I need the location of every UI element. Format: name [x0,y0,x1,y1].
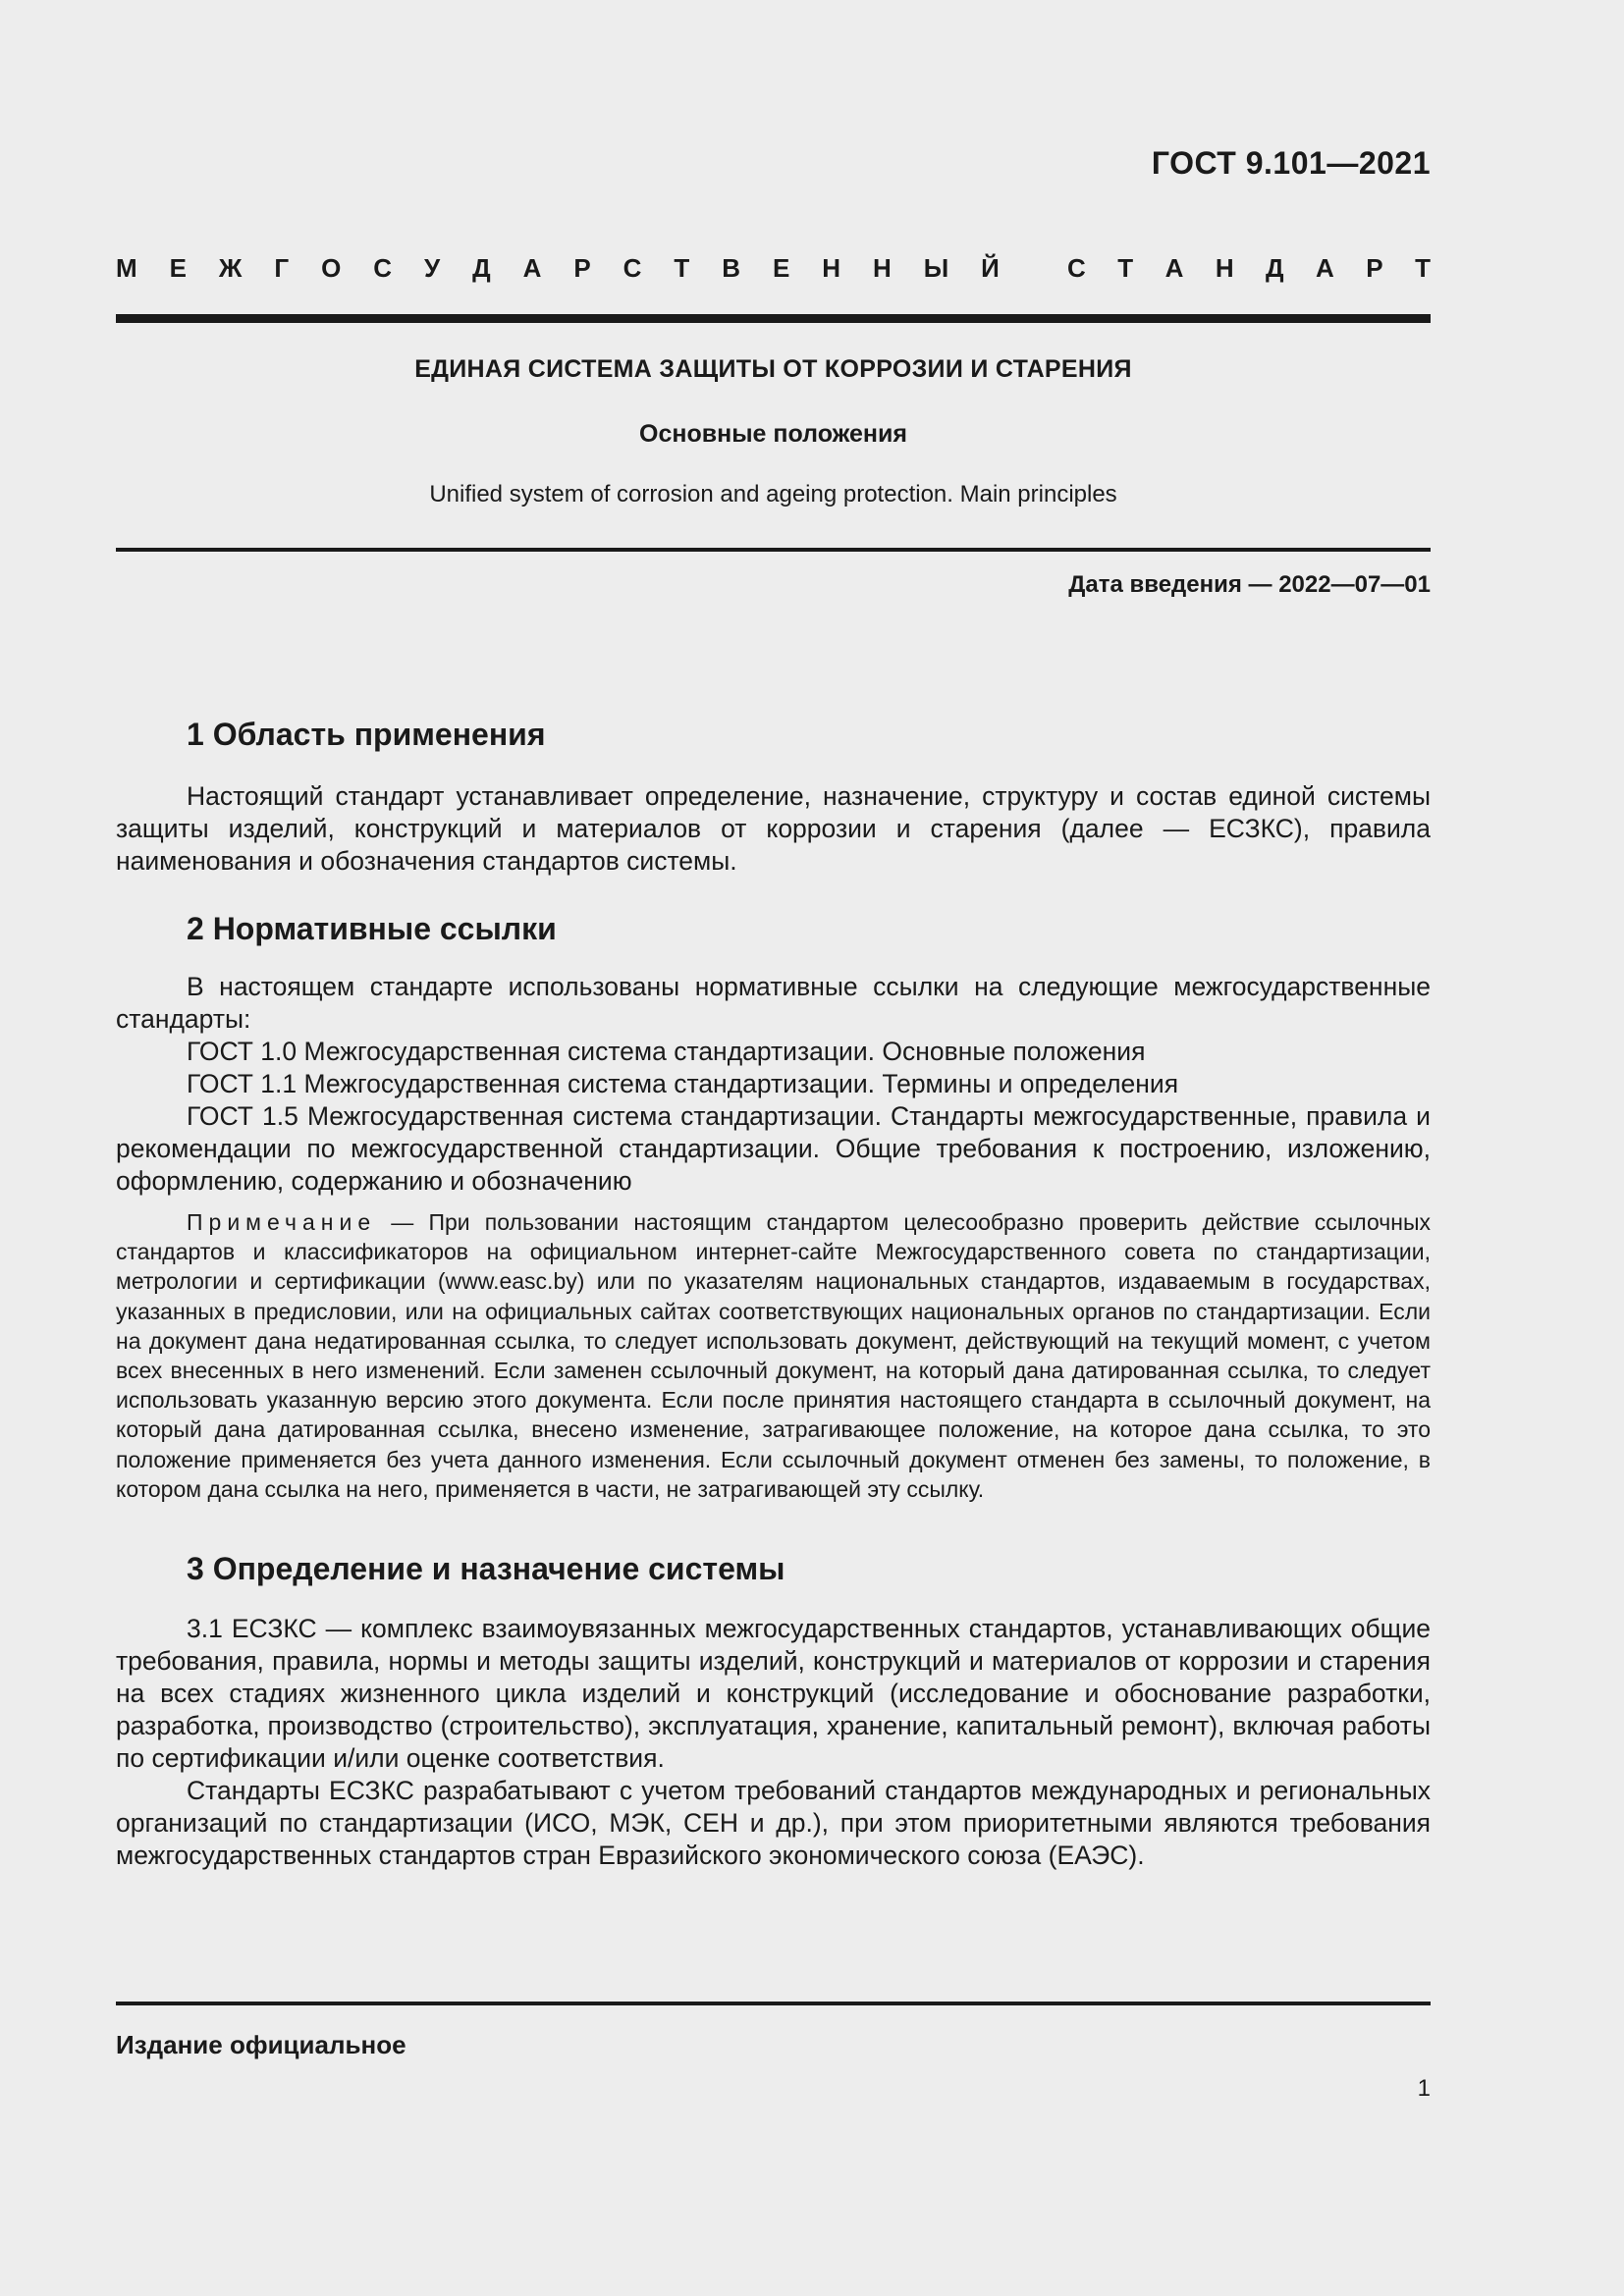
section-3-paragraph-1: 3.1 ЕСЗКС — комплекс взаимоувязанных межгосударственных стандартов, устанавливающих общие требования, правила, нормы и методы защиты изделий, конструкций и материалов от коррозии и старения на всех стадиях жизненного цикла изделий и конструкций (исследование и обоснование разработки, разработка, производство (строительство), эксплуатация, хранение, капитальный ремонт), включая работы по сертификации и/или оценке соответствия. [116,1614,1431,1774]
section-3-paragraph-2: Стандарты ЕСЗКС разрабатывают с учетом требований стандартов международных и региональных организаций по стандартизации (ИСО, МЭК, СЕН и др.), при этом приоритетными являются требования межгосударственных стандартов стран Евразийского экономического союза (ЕАЭС). [116,1776,1431,1871]
section-3-heading: 3 Определение и назначение системы [187,1551,785,1587]
note-text: — При пользовании настоящим стандартом целесообразно проверить действие ссылочных стандартов и классификаторов на официальном интернет-сайте Межгосударственного совета по стандартизации, метрологии и сертификации (www.easc.by) или по указателям национальных стандартов, издаваемым в государствах, указанных в предисловии, или на официальных сайтах соответствующих национальных органов по стандартизации. Если на документ дана недатированная ссылка, то следует использовать документ, действующий на текущий момент, с учетом всех внесенных в него изменений. Если заменен ссылочный документ, на который дана датированная ссылка, то следует использовать указанную версию этого документа. Если после принятия настоящего стандарта в ссылочный документ, на который дана датированная ссылка, внесено изменение, затрагивающее положение, на которое дана ссылка, то это положение применяется без учета данного изменения. Если ссылочный документ отменен без замены, то положение, в котором дана ссылка на него, применяется в части, не затрагивающей эту ссылку. [116,1209,1431,1502]
section-1-paragraph: Настоящий стандарт устанавливает определение, назначение, структуру и состав единой системы защиты изделий, конструкций и материалов от коррозии и старения (далее — ЕСЗКС), правила наименования и обозначения стандартов системы. [116,781,1431,876]
document-title: ЕДИНАЯ СИСТЕМА ЗАЩИТЫ ОТ КОРРОЗИИ И СТАРЕНИЯ [414,355,1132,383]
banner-letter: А [1164,253,1184,283]
banner-letter: Н [873,253,892,283]
banner-letter: Р [573,253,591,283]
header-divider-thick [116,314,1431,323]
banner-letter: Ы [923,253,949,283]
document-body [116,717,1431,1872]
banner-letter: А [1316,253,1334,283]
banner-letter: Е [169,253,187,283]
footer-divider [116,2002,1431,2005]
banner-word-standard [1067,253,1431,284]
title-divider [116,548,1431,552]
section-2-paragraph: В настоящем стандарте использованы нормативные ссылки на следующие межгосударственные стандарты: [116,972,1431,1034]
page-number: 1 [1417,2075,1431,2102]
section-2-heading: 2 Нормативные ссылки [187,911,557,946]
banner-letter: Д [472,253,491,283]
banner-letter: С [1067,253,1086,283]
official-edition-label: Издание официальное [116,2030,406,2059]
reference-gost-1-5: ГОСТ 1.5 Межгосударственная система стандартизации. Стандарты межгосударственные, правила и рекомендации по межгосударственной стандартизации. Общие требования к построению, изложению, оформлению, содержанию и обозначению [116,1101,1431,1196]
reference-gost-1-0: ГОСТ 1.0 Межгосударственная система стандартизации. Основные положения [187,1037,1146,1066]
banner-letter: Й [981,253,1000,283]
banner-letter: С [623,253,642,283]
banner-letter: М [116,253,137,283]
banner-letter: А [522,253,542,283]
banner-letter: Д [1266,253,1284,283]
banner-letter: В [722,253,741,283]
note-label: Примечание [187,1209,377,1235]
document-subtitle: Основные положения [639,420,907,448]
banner-letter: Р [1366,253,1383,283]
banner-letter: Т [1117,253,1134,283]
introduction-date: Дата введения — 2022—07—01 [1068,571,1431,598]
banner-letter: Е [772,253,790,283]
banner-letter: О [321,253,342,283]
banner-letter: Т [674,253,690,283]
gost-number: ГОСТ 9.101—2021 [1151,145,1431,181]
interstate-standard-banner [116,253,1431,284]
banner-letter: Н [1215,253,1234,283]
reference-gost-1-1: ГОСТ 1.1 Межгосударственная система стандартизации. Термины и определения [187,1069,1179,1098]
banner-letter: Г [274,253,290,283]
banner-letter: С [373,253,393,283]
banner-word-interstate [116,253,1000,284]
banner-letter: Т [1415,253,1431,283]
banner-letter: У [424,253,441,283]
english-title: Unified system of corrosion and ageing protection. Main principles [429,481,1117,507]
section-2-note [116,1207,1431,1504]
banner-letter: Ж [218,253,243,283]
banner-letter: Н [822,253,841,283]
section-1-heading: 1 Область применения [187,717,546,752]
